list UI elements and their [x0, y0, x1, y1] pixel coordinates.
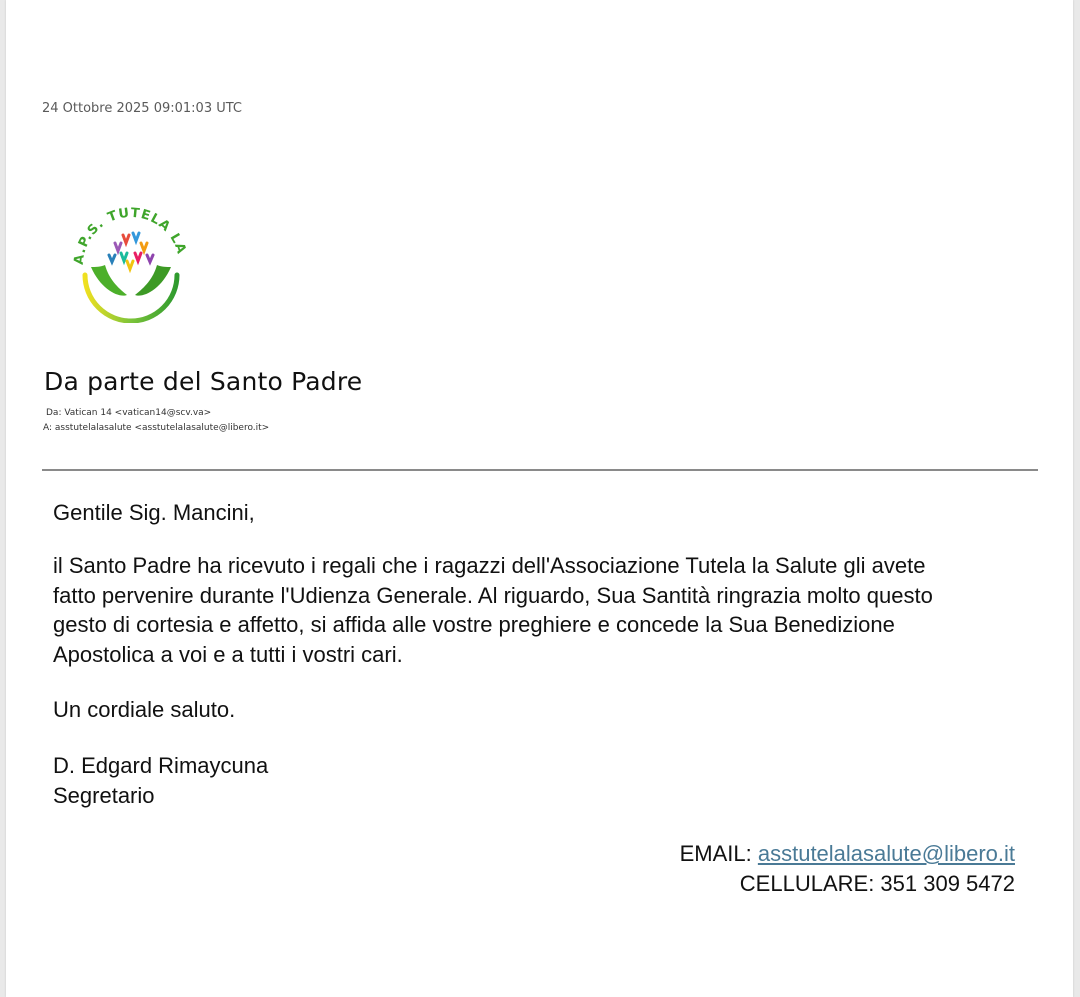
- email-link[interactable]: asstutelalasalute@libero.it: [757, 841, 1015, 866]
- signer-title: Segretario: [53, 782, 155, 808]
- email-greeting: Gentile Sig. Mancini,: [53, 500, 255, 525]
- email-paragraph: [53, 551, 1013, 669]
- contact-block: [680, 839, 1015, 898]
- paragraph-line: il Santo Padre ha ricevuto i regali che i ragazzi dell'Associazione Tutela la Salute gli avete: [53, 553, 926, 578]
- email-subject: Da parte del Santo Padre: [44, 367, 363, 396]
- paragraph-line: Apostolica a voi e a tutti i vostri cari.: [53, 641, 403, 667]
- contact-email-line: [680, 839, 1015, 869]
- tutela-la-salute-logo-icon: [61, 195, 197, 323]
- contact-phone: CELLULARE: 351 309 5472: [739, 870, 1015, 896]
- header-divider: [42, 469, 1038, 471]
- paragraph-line: fatto pervenire durante l'Udienza Generale. Al riguardo, Sua Santità ringrazia molto questo: [53, 582, 933, 608]
- paragraph-line: gesto di cortesia e affetto, si affida alle vostre preghiere e concede la Sua Benedizione: [53, 612, 895, 637]
- email-to: A: asstutelalasalute <asstutelalasalute@libero.it>: [43, 423, 270, 433]
- association-logo: [61, 195, 197, 323]
- signer-name: D. Edgard Rimaycuna: [53, 753, 269, 778]
- timestamp: 24 Ottobre 2025 09:01:03 UTC: [42, 101, 243, 116]
- document-page: [6, 0, 1073, 997]
- email-signature: [53, 751, 268, 810]
- email-label: EMAIL:: [679, 841, 758, 866]
- email-from: Da: Vatican 14 <vatican14@scv.va>: [46, 408, 212, 418]
- email-closing: Un cordiale saluto.: [53, 697, 236, 722]
- logo-text: A.P.S. TUTELA LA: [71, 205, 189, 266]
